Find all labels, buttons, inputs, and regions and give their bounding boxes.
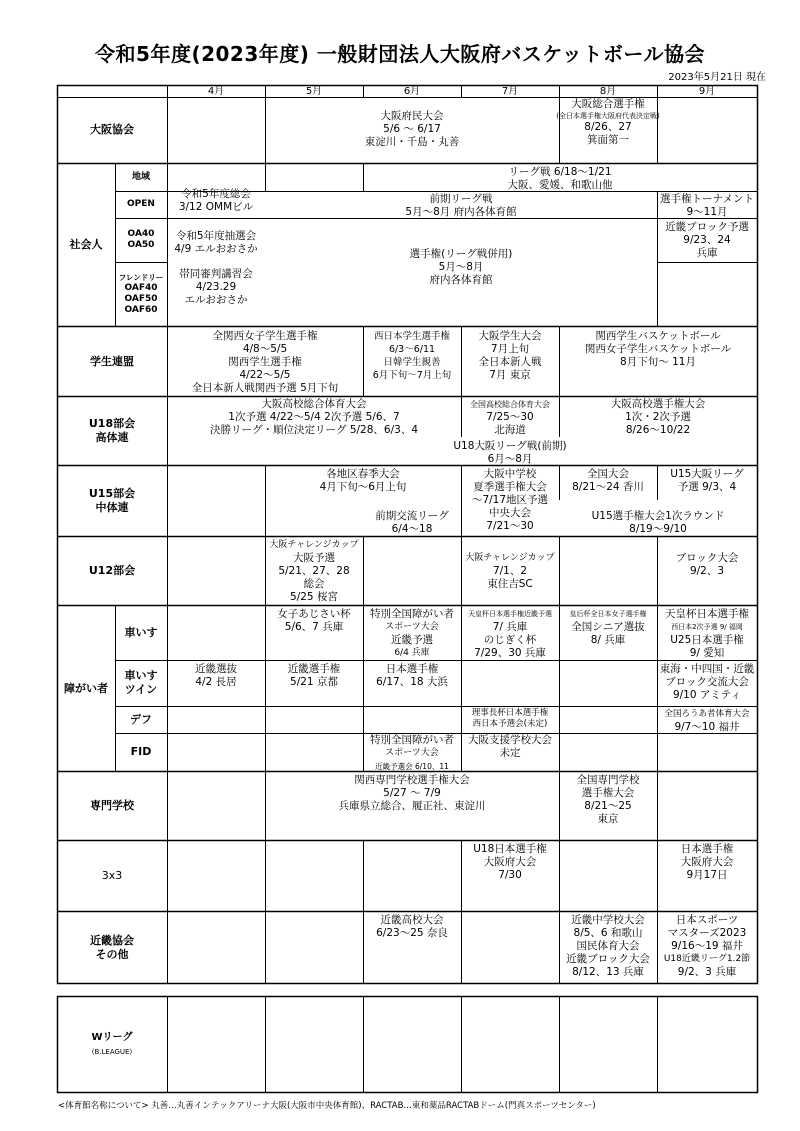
event-jh-osaka: 大阪中学校 夏季選手権大会 ～7/17地区予選 中央大会 7/21～30 xyxy=(471,468,549,532)
event-u12-challenge: 大阪チャレンジカップ 7/1、2 東住吉SC xyxy=(465,553,555,590)
event-sokai: 令和5年度総会 3/12 OMMビル xyxy=(178,188,254,213)
event-ws-kogohai: 皇后杯全日本女子選手権 全国シニア選抜 8/ 兵庫 xyxy=(569,610,647,646)
event-ws-ajisai: 女子あじさい杯 5/6、7 兵庫 xyxy=(277,608,351,633)
month-header-apr: 4月 xyxy=(207,86,225,97)
event-jh-spring: 各地区春季大会 4月下旬～6月上旬 xyxy=(319,468,407,493)
event-gakusei-kansai-league: 関西学生バスケットボール 関西女子学生バスケットボール 8月下旬～ 11月 xyxy=(584,330,732,368)
event-zenki-league: 前期リーグ戦 5月～8月 府内各体育館 xyxy=(405,193,517,218)
event-hs-inter: 全国高校総合体育大会 7/25～30 北海道 xyxy=(470,400,550,436)
event-gakusei-osaka: 大阪学生大会 7月上旬 全日本新人戦 7月 東京 xyxy=(478,330,542,381)
event-senmon-kansai: 関西専門学校選手権大会 5/27 ～ 7/9 兵庫県立総合、履正社、東淀川 xyxy=(338,774,486,812)
row-label-u15: U15部会 中体連 xyxy=(88,487,136,514)
row-label-oa: OA40 OA50 xyxy=(127,229,155,250)
row-label-kurumaisu: 車いす xyxy=(124,626,158,639)
event-tw-block: 東海・中四国・近畿 ブロック交流大会 9/10 アミティ xyxy=(659,663,755,701)
month-header-may: 5月 xyxy=(305,86,323,97)
row-label-wleague: Wリーグ (B.LEAGUE) xyxy=(91,1031,133,1056)
event-gakusei-nishinihon: 西日本学生選手権 6/3～6/11 日韓学生親善 6月下旬～7月上旬 xyxy=(372,331,452,381)
month-header-jul: 7月 xyxy=(501,86,519,97)
row-label-fid: FID xyxy=(130,745,152,758)
row-label-twin: 車いす ツイン xyxy=(124,669,158,696)
month-header-aug: 8月 xyxy=(599,86,617,97)
event-tw-nihon: 日本選手権 6/17、18 大浜 xyxy=(376,663,448,688)
row-label-friendly: フレンドリー OAF40 OAF50 OAF60 xyxy=(118,273,164,315)
event-ws-tokubetsu: 特別全国障がい者 スポーツ大会 近畿予選 6/4 兵庫 xyxy=(370,608,454,658)
event-jh-zenkoku: 全国大会 8/21～24 香川 xyxy=(572,468,644,493)
row-label-senmon: 専門学校 xyxy=(90,799,134,812)
event-osaka-sogo: 大阪総合選手権 (全日本選手権大阪府代表決定戦) 8/26、27 箕面第一 xyxy=(556,98,660,146)
event-jh-u15-senshuken: U15選手権大会1次ラウンド 8/19～9/10 xyxy=(591,510,725,535)
event-u12-challenge-yosen: 大阪チャレンジカップ 大阪予選 5/21、27、28 総会 5/25 桜宮 xyxy=(269,540,359,603)
event-taido: 帯同審判講習会 4/23.29 エルおおさか xyxy=(179,268,253,306)
event-fid-tokubetsu: 特別全国障がい者 スポーツ大会 近畿予選会 6/10、11 xyxy=(370,734,454,771)
event-jh-u15-league: U15大阪リーグ 予選 9/3、4 xyxy=(670,468,744,493)
row-label-osaka: 大阪協会 xyxy=(90,123,134,136)
footer-note: <体育館名称について> 丸善…丸善インテックアリーナ大阪(大阪市中央体育館)、RACTAB…東和薬品RACTABドーム(門真スポーツセンター) xyxy=(58,1101,596,1111)
event-kinki-block: 近畿ブロック予選 9/23、24 兵庫 xyxy=(665,221,749,259)
event-ws-tennohai-kinki: 天皇杯日本選手権近畿予選 7/ 兵庫 のじぎく杯 7/29、30 兵庫 xyxy=(468,610,552,659)
event-hs-u18-league: U18大阪リーグ戦(前期) 6月～8月 xyxy=(453,440,567,465)
page-title: 令和5年度(2023年度) 一般財団法人大阪府バスケットボール協会 xyxy=(95,42,705,66)
event-u12-block: ブロック大会 9/2、3 xyxy=(675,552,739,577)
event-chusen: 令和5年度抽選会 4/9 エルおおさか xyxy=(174,230,258,255)
event-kinki-masters: 日本スポーツ マスターズ2023 9/16～19 福井 U18近畿リーグ1.2節 9/2、3 兵庫 xyxy=(663,914,751,978)
event-ws-tennohai: 天皇杯日本選手権 西日本2次予選 9/ 福岡 U25日本選手権 9/ 愛知 xyxy=(665,608,749,659)
row-label-u18: U18部会 高体連 xyxy=(88,417,136,444)
row-label-kinki: 近畿協会 その他 xyxy=(90,933,134,961)
event-tournament: 選手権トーナメント 9～11月 xyxy=(659,193,755,218)
event-deaf-rijicho: 理事長杯日本選手権 西日本予選会(未定) xyxy=(471,708,549,729)
event-fumin: 大阪府民大会 5/6 ～ 6/17 東淀川・千島・丸善 xyxy=(364,110,460,148)
event-jh-zenki: 前期交流リーグ 6/4～18 xyxy=(375,510,449,535)
row-label-chiiki: 地域 xyxy=(131,172,150,182)
row-label-deaf: デフ xyxy=(130,712,152,726)
event-league: リーグ戦 6/18～1/21 大阪、愛媛、和歌山他 xyxy=(507,166,613,191)
event-deaf-zenkoku: 全国ろうあ者体育大会 9/7～10 福井 xyxy=(664,709,750,733)
row-label-3x3: 3x3 xyxy=(101,869,123,882)
date-label: 2023年5月21日 現在 xyxy=(668,72,766,83)
event-3x3-u18: U18日本選手権 大阪府大会 7/30 xyxy=(473,843,547,881)
event-fid-shien: 大阪支援学校大会 未定 xyxy=(468,734,552,759)
event-hs-senshuken: 大阪高校選手権大会 1次・2次予選 8/26～10/22 xyxy=(610,398,706,436)
event-gakusei-kansai: 全関西女子学生選手権 4/8～5/5 関西学生選手権 4/22～5/5 全日本新人戦関西予選 5月下旬 xyxy=(191,330,339,394)
row-label-gakusei: 学生連盟 xyxy=(90,354,134,368)
event-senmon-zenkoku: 全国専門学校 選手権大会 8/21～25 東京 xyxy=(576,774,640,825)
row-label-shakaijin: 社会人 xyxy=(69,238,103,251)
event-senshuken: 選手権(リーグ戦併用) 5月～8月 府内各体育館 xyxy=(409,248,513,286)
event-hs-sogo: 大阪高校総合体育大会 1次予選 4/22～5/4 2次予選 5/6、7 決勝リーグ・順位決定リーグ 5/28、6/3、4 xyxy=(210,398,418,436)
month-header-jun: 6月 xyxy=(403,86,421,97)
event-kinki-koko: 近畿高校大会 6/23～25 奈良 xyxy=(376,914,448,939)
event-kinki-chugakko: 近畿中学校大会 8/5、6 和歌山 国民体育大会 近畿ブロック大会 8/12、13 兵庫 xyxy=(566,914,650,978)
row-label-open: OPEN xyxy=(127,199,155,209)
event-tw-kinki-senshuken: 近畿選手権 5/21 京都 xyxy=(287,663,341,688)
month-header-sep: 9月 xyxy=(698,86,716,97)
row-label-shogai: 障がい者 xyxy=(64,681,108,695)
event-3x3-nihon: 日本選手権 大阪府大会 9月17日 xyxy=(680,843,734,881)
event-tw-kinki-senbatsu: 近畿選抜 4/2 長居 xyxy=(195,663,237,688)
row-label-u12: U12部会 xyxy=(88,564,136,577)
